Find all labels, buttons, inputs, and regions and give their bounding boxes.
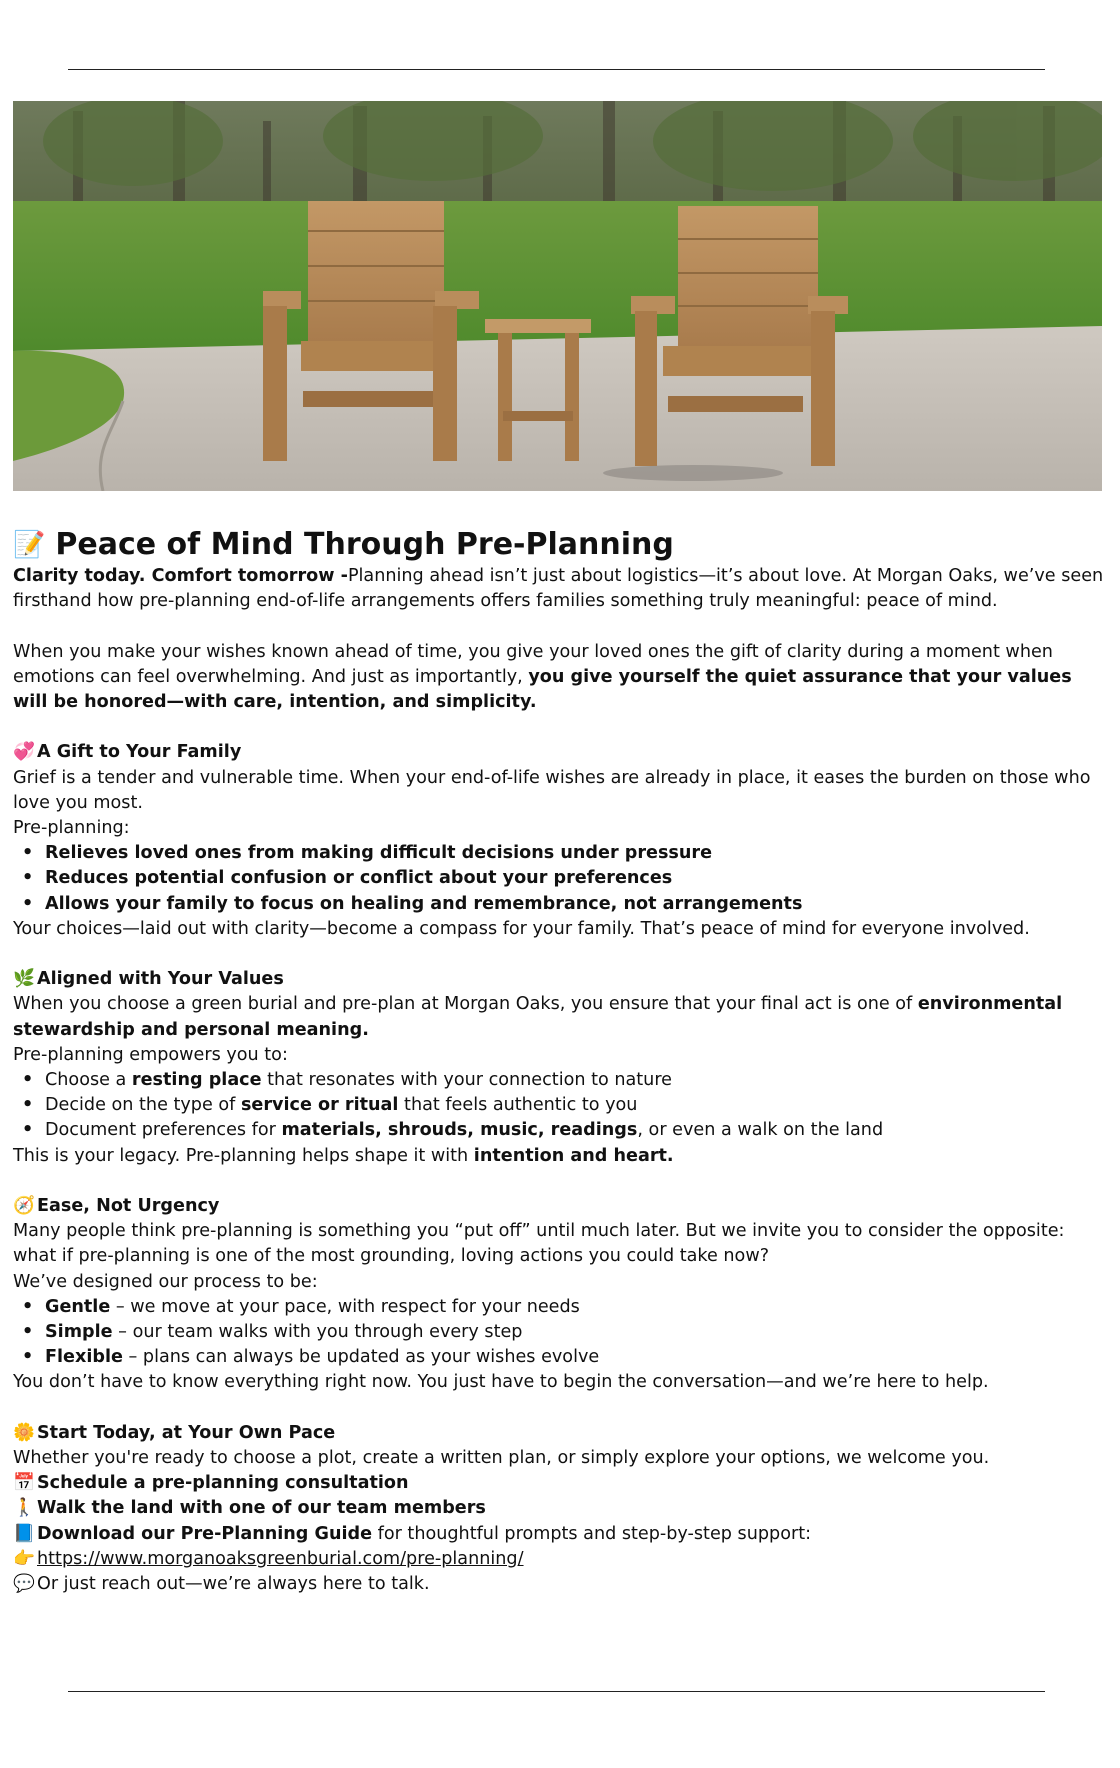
book-icon: 📘 xyxy=(13,1523,35,1544)
item-bold: Gentle xyxy=(45,1296,111,1317)
section-gift-title-text: A Gift to Your Family xyxy=(37,742,242,763)
list-item xyxy=(13,1118,1105,1143)
list-item xyxy=(13,866,1105,891)
page-title-text: Peace of Mind Through Pre-Planning xyxy=(55,527,674,562)
section-values-closing xyxy=(13,1144,1105,1169)
download-guide-bold: Download our Pre-Planning Guide xyxy=(37,1523,373,1544)
reach-out-text: Or just reach out—we’re always here to talk. xyxy=(37,1574,430,1595)
item-bold: service or ritual xyxy=(240,1095,399,1116)
list-item xyxy=(13,892,1105,917)
list-item xyxy=(13,841,1105,866)
article-body xyxy=(13,528,1105,1597)
compass-icon: 🧭 xyxy=(13,1196,35,1217)
item-post: that feels authentic to you xyxy=(398,1095,638,1116)
section-gift-list xyxy=(13,841,1105,917)
item-bold: Simple xyxy=(45,1322,113,1343)
section-ease-p2: We’ve designed our process to be: xyxy=(13,1271,318,1292)
item-pre: Document preferences for xyxy=(45,1120,282,1141)
list-item-text: Reduces potential confusion or conflict about your preferences xyxy=(45,868,673,889)
section-ease-closing: You don’t have to know everything right now. You just have to begin the conversation—and we’re here to help. xyxy=(13,1372,989,1393)
item-bold: Flexible xyxy=(45,1347,123,1368)
walk-the-land-text: Walk the land with one of our team members xyxy=(37,1498,486,1519)
hearts-icon: 💞 xyxy=(13,742,35,763)
section-gift-title xyxy=(13,740,1105,765)
list-item xyxy=(13,1320,1105,1345)
section-ease-title xyxy=(13,1194,1105,1219)
section-gift-closing: Your choices—laid out with clarity—become a compass for your family. That’s peace of mind for everyone involved. xyxy=(13,918,1030,939)
intro-p2-bold: you give yourself the quiet assurance that your values will be honored—with care, intention, and simplicity. xyxy=(13,666,1072,712)
values-closing-bold: intention and heart. xyxy=(473,1145,674,1166)
intro-text: Planning ahead isn’t just about logistics—it’s about love. At Morgan Oaks, we’ve seen firsthand how pre-planning end-of-life arrangements offers families something truly meaningful: peace of mind. xyxy=(13,566,1104,612)
item-post: that resonates with your connection to nature xyxy=(261,1070,672,1091)
pre-planning-guide-link[interactable]: https://www.morganoaksgreenburial.com/pre-planning/ xyxy=(37,1548,524,1569)
item-text: – our team walks with you through every step xyxy=(112,1322,523,1343)
list-item-text: Allows your family to focus on healing and remembrance, not arrangements xyxy=(45,893,803,914)
section-ease-p1: Many people think pre-planning is something you “put off” until much later. But we invite you to consider the opposite: what if pre-planning is one of the most grounding, loving actions you could take now? xyxy=(13,1221,1065,1267)
intro-p2-text: When you make your wishes known ahead of time, you give your loved ones the gift of clarity during a moment when emotions can feel overwhelming. And just as importantly, xyxy=(13,641,1053,687)
list-item xyxy=(13,1295,1105,1320)
memo-icon: 📝 xyxy=(13,530,46,560)
flower-icon: 🌼 xyxy=(13,1422,35,1443)
walk-the-land[interactable] xyxy=(13,1496,1105,1521)
section-values-p2: Pre-planning empowers you to: xyxy=(13,1044,288,1065)
item-text: – we move at your pace, with respect for your needs xyxy=(110,1296,580,1317)
values-closing-text: This is your legacy. Pre-planning helps shape it with xyxy=(13,1145,474,1166)
section-ease-title-text: Ease, Not Urgency xyxy=(37,1196,220,1217)
schedule-consultation[interactable] xyxy=(13,1471,1105,1496)
bottom-divider xyxy=(68,1691,1045,1692)
section-start-p1: Whether you're ready to choose a plot, create a written plan, or simply explore your options, we welcome you. xyxy=(13,1448,990,1469)
section-gift-p2: Pre-planning: xyxy=(13,818,130,838)
section-values-title-text: Aligned with Your Values xyxy=(37,969,284,990)
item-post: , or even a walk on the land xyxy=(637,1120,884,1141)
list-item xyxy=(13,1093,1105,1118)
pointing-hand-icon: 👉 xyxy=(13,1548,35,1569)
speech-bubble-icon: 💬 xyxy=(13,1574,35,1595)
item-bold: materials, shrouds, music, readings xyxy=(281,1120,638,1141)
calendar-icon: 📅 xyxy=(13,1473,35,1494)
values-p1-bold: environmental stewardship and personal meaning. xyxy=(13,994,1063,1040)
reach-out-line xyxy=(13,1572,1105,1597)
list-item xyxy=(13,1068,1105,1093)
item-bold: resting place xyxy=(131,1070,262,1091)
section-gift-p1: Grief is a tender and vulnerable time. When your end-of-life wishes are already in place, it eases the burden on those who love you most. xyxy=(13,767,1091,813)
intro-lead: Clarity today. Comfort tomorrow - xyxy=(13,566,348,586)
guide-link-line xyxy=(13,1547,1105,1572)
section-start-title-text: Start Today, at Your Own Pace xyxy=(37,1422,336,1443)
section-values-p1 xyxy=(13,992,1105,1042)
section-values-list xyxy=(13,1068,1105,1144)
schedule-consultation-text: Schedule a pre-planning consultation xyxy=(37,1473,409,1494)
item-pre: Decide on the type of xyxy=(45,1095,241,1116)
list-item xyxy=(13,1345,1105,1370)
item-text: – plans can always be updated as your wishes evolve xyxy=(122,1347,600,1368)
intro-paragraph-2 xyxy=(13,640,1105,716)
values-p1-text: When you choose a green burial and pre-plan at Morgan Oaks, you ensure that your final act is one of xyxy=(13,994,918,1015)
item-pre: Choose a xyxy=(45,1070,132,1091)
top-divider xyxy=(68,69,1045,70)
download-guide-text: for thoughtful prompts and step-by-step support: xyxy=(372,1523,812,1544)
intro-paragraph xyxy=(13,564,1105,614)
hero-image xyxy=(13,101,1102,491)
section-values-title xyxy=(13,967,1105,992)
herb-icon: 🌿 xyxy=(13,969,35,990)
section-ease-list xyxy=(13,1295,1105,1371)
list-item-text: Relieves loved ones from making difficult decisions under pressure xyxy=(45,843,713,864)
walking-person-icon: 🚶 xyxy=(13,1498,35,1519)
page-title xyxy=(13,528,1105,562)
section-start-title xyxy=(13,1421,1105,1446)
download-guide xyxy=(13,1522,1105,1547)
